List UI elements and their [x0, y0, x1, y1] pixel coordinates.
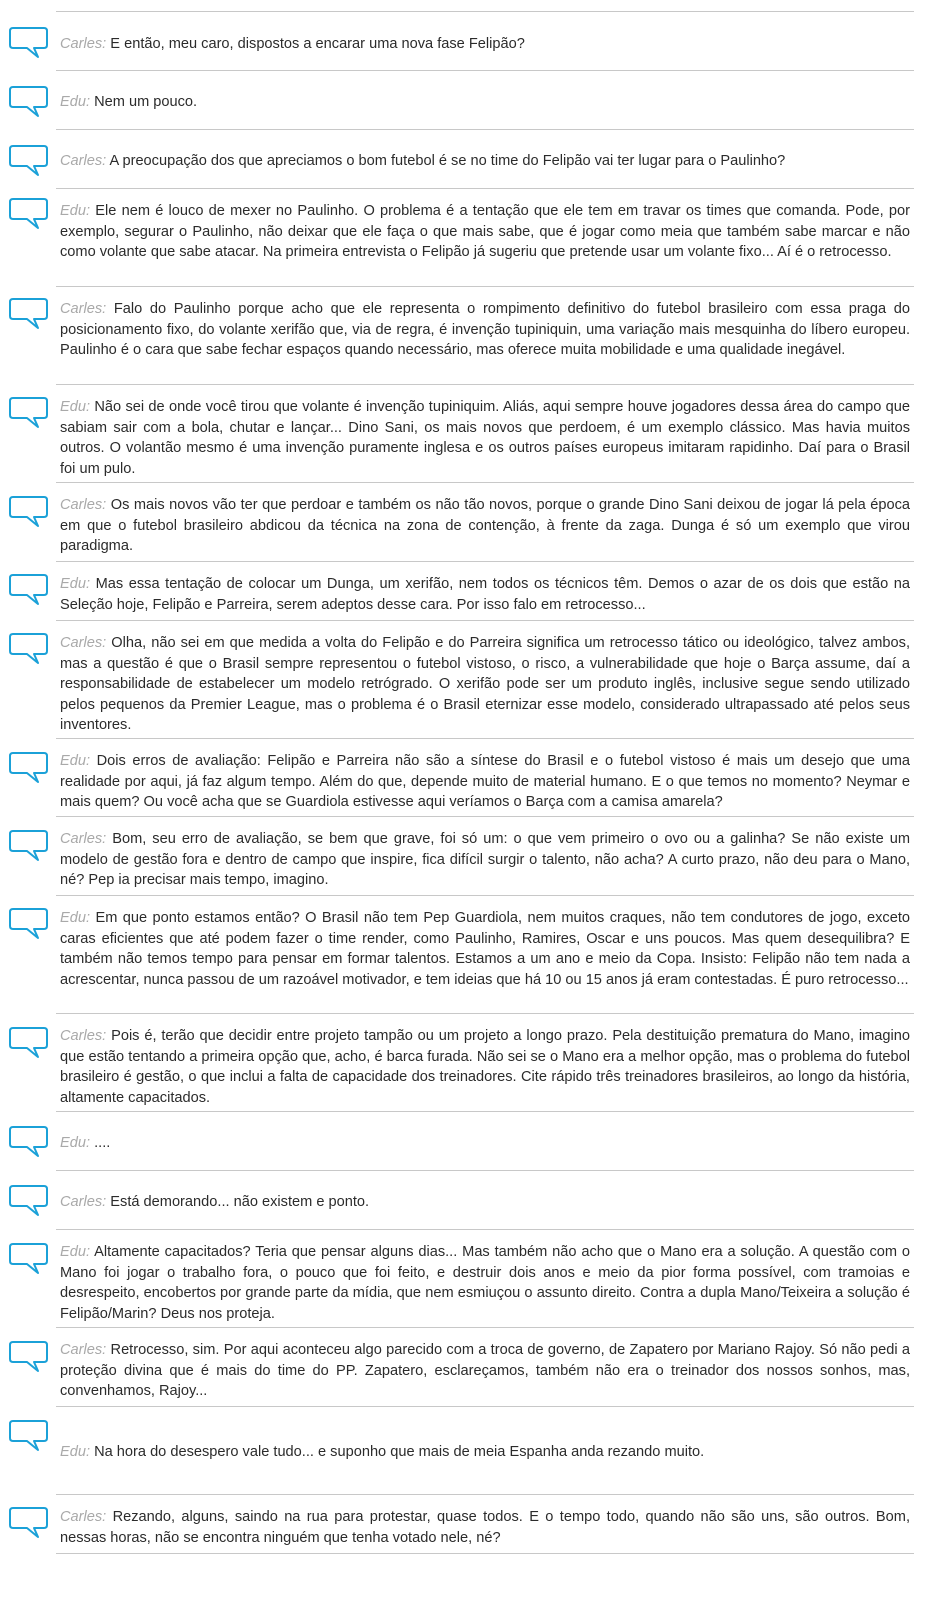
entry-text — [60, 151, 910, 172]
entry-divider — [56, 1013, 914, 1014]
entry-divider — [56, 1111, 914, 1112]
speaker-name: Carles: — [60, 497, 107, 513]
message-text: Bom, seu erro de avaliação, se bem que grave, foi só um: o que vem primeiro o ovo ou a galinha? Se não existe um modelo de gestão fora e dentro de campo que inspire, fica difícil surgir o talento, não acha? A curto prazo, não deu para o Mano, né? Pep ia precisar mais tempo, imagino. — [60, 831, 910, 888]
entry-divider — [56, 188, 914, 189]
speaker-name: Carles: — [60, 1342, 107, 1358]
entry-text — [60, 1242, 910, 1324]
message-text: Mas essa tentação de colocar um Dunga, um xerifão, nem todos os técnicos têm. Demos o azar de os dois que estão na Seleção hoje, Felipão e Parreira, serem adeptos desse cara. Por isso falo em retrocesso... — [60, 576, 910, 613]
speaker-name: Carles: — [60, 36, 107, 52]
message-text: Na hora do desespero vale tudo... e suponho que mais de meia Espanha anda rezando muito. — [94, 1444, 705, 1460]
entry-text — [60, 299, 910, 361]
speaker-name: Carles: — [60, 1194, 107, 1210]
message-text: E então, meu caro, dispostos a encarar uma nova fase Felipão? — [110, 36, 525, 52]
entry-divider — [56, 816, 914, 817]
message-text: Falo do Paulinho porque acho que ele representa o rompimento definitivo do futebol brasileiro com essa praga do posicionamento fixo, do volante xerifão que, via de regra, é invenção tupiniquin, uma variação mais mesquinha do líbero europeu. Paulinho é o cara que sabe fechar espaços quando necessário, mas oferece muita mobilidade e uma qualidade inegável. — [60, 301, 910, 358]
speech-bubble-icon — [8, 1340, 50, 1374]
message-text: Ele nem é louco de mexer no Paulinho. O problema é a tentação que ele tem em travar os times que comanda. Pode, por exemplo, segurar o Paulinho, não deixar que ele faça o que mais sabe, que é jogar como meia que também sabe marcar e não como volante que sabe atacar. Na primeira entrevista o Felipão já sugeriu que pretende usar um volante fixo... Aí é o retrocesso. — [60, 203, 910, 260]
message-text: Dois erros de avaliação: Felipão e Parreira não são a síntese do Brasil e o futebol vistoso é mais um desejo que uma realidade por aqui, já faz algum tempo. Além do que, depende muito de material humano. E o que temos no momento? Neymar e mais quem? Ou você acha que se Guardiola estivesse aqui veríamos o Barça com a camisa amarela? — [60, 753, 910, 810]
message-text: Altamente capacitados? Teria que pensar alguns dias... Mas também não acho que o Mano era a solução. A questão com o Mano foi jogar o trabalho fora, o pouco que foi feito, e destruir dois anos e meio da pior forma possível, com tramoias e desrespeito, encobertos por grande parte da mídia, que nem esmiuçou o assunto direito. Contra a dupla Mano/Teixeira a solução é Felipão/Marin? Deus nos proteja. — [60, 1244, 910, 1322]
entry-divider — [56, 561, 914, 562]
speech-bubble-icon — [8, 573, 50, 607]
speech-bubble-icon — [8, 495, 50, 529]
speaker-name: Edu: — [60, 910, 91, 926]
entry-divider — [56, 11, 914, 12]
entry-divider — [56, 895, 914, 896]
speaker-name: Carles: — [60, 1509, 107, 1525]
message-text: Pois é, terão que decidir entre projeto tampão ou um projeto a longo prazo. Pela destituição prematura do Mano, imagino que estão tentando a primeira opção que, acho, é barca furada. Não sei se o Mano era a melhor opção, mas o problema do futebol brasileiro é gestão, o que inclui a falta de capacidade dos treinadores. Cite rápido três treinadores brasileiros, ao longo da história, altamente capacitados. — [60, 1028, 910, 1106]
entry-text — [60, 908, 910, 990]
speech-bubble-icon — [8, 1419, 50, 1453]
message-text: Rezando, alguns, saindo na rua para protestar, quase todos. E o tempo todo, quando não são uns, são outros. Bom, nessas horas, não se encontra ninguém que tenha votado nele, né? — [60, 1509, 910, 1546]
entry-text — [60, 34, 910, 55]
speaker-name: Edu: — [60, 399, 91, 415]
message-text: Em que ponto estamos então? O Brasil não tem Pep Guardiola, nem muitos craques, não tem condutores de jogo, exceto caras eficientes que até podem fazer o time render, como Paulinho, Ramires, Oscar e uns poucos. Mas quem desequilibra? E também não temos tempo para pensar em formar talentos. Estamos a um ano e meio da Copa. Insisto: Felipão não tem nada a acrescentar, nunca passou de um razoável motivador, e tem ideias que há 10 ou 15 anos já eram contestadas. É puro retrocesso... — [60, 910, 911, 988]
speaker-name: Edu: — [60, 753, 91, 769]
speech-bubble-icon — [8, 829, 50, 863]
entry-divider — [56, 129, 914, 130]
entry-text — [60, 751, 910, 813]
entry-text — [60, 1442, 910, 1463]
message-text: Não sei de onde você tirou que volante é invenção tupiniquim. Aliás, aqui sempre houve jogadores dessa área do campo que sabiam sair com a bola, chutar e lançar... Dino Sani, os mais novos que perdoem, é um exemplo clássico. Mas havia muitos outros. O volantão mesmo é uma invenção puramente inglesa e os outros países europeus imitaram rapidinho. Daí para o Brasil foi um pulo. — [60, 399, 911, 477]
speech-bubble-icon — [8, 1125, 50, 1159]
speech-bubble-icon — [8, 396, 50, 430]
entry-divider — [56, 286, 914, 287]
message-text: A preocupação dos que apreciamos o bom futebol é se no time do Felipão vai ter lugar para o Paulinho? — [109, 153, 786, 169]
entry-text — [60, 1133, 910, 1154]
entry-text — [60, 1507, 910, 1548]
speaker-name: Edu: — [60, 203, 91, 219]
entry-divider — [56, 384, 914, 385]
entry-divider — [56, 1406, 914, 1407]
message-text: Retrocesso, sim. Por aqui aconteceu algo parecido com a troca de governo, de Zapatero por Mariano Rajoy. Só não pedi a proteção divina que é mais do time do PP. Zapatero, esclareçamos, também não era o treinador dos nossos sonhos, mas, convenhamos, Rajoy... — [60, 1342, 910, 1399]
speech-bubble-icon — [8, 1184, 50, 1218]
speaker-name: Edu: — [60, 1135, 91, 1151]
entry-text — [60, 574, 910, 615]
entry-divider — [56, 1553, 914, 1554]
speaker-name: Edu: — [60, 1444, 91, 1460]
entry-divider — [56, 1327, 914, 1328]
entry-text — [60, 495, 910, 557]
entry-divider — [56, 1494, 914, 1495]
speech-bubble-icon — [8, 751, 50, 785]
speaker-name: Edu: — [60, 1244, 91, 1260]
entry-text — [60, 1026, 910, 1108]
speaker-name: Carles: — [60, 153, 107, 169]
speech-bubble-icon — [8, 85, 50, 119]
entry-divider — [56, 738, 914, 739]
speech-bubble-icon — [8, 1242, 50, 1276]
entry-divider — [56, 70, 914, 71]
speech-bubble-icon — [8, 297, 50, 331]
speaker-name: Carles: — [60, 831, 107, 847]
entry-divider — [56, 1229, 914, 1230]
speech-bubble-icon — [8, 632, 50, 666]
entry-text — [60, 829, 910, 891]
entry-divider — [56, 620, 914, 621]
speaker-name: Edu: — [60, 576, 91, 592]
speech-bubble-icon — [8, 1026, 50, 1060]
entry-divider — [56, 482, 914, 483]
speech-bubble-icon — [8, 1506, 50, 1540]
entry-text — [60, 1192, 910, 1213]
message-text: Nem um pouco. — [94, 94, 198, 110]
entry-text — [60, 1340, 910, 1402]
message-text: Olha, não sei em que medida a volta do Felipão e do Parreira significa um retrocesso tático ou ideológico, talvez ambos, mas a questão é que o Brasil sempre representou o futebol vistoso, o risco, a vulnerabilidade que hoje o Barça assume, daí a responsabilidade de estabelecer um modelo retrógrado. O xerifão pode ser um produto inglês, inclusive segue sendo utilizado pelos pequenos da Premier League, mas o problema é o Brasil eternizar esse modelo, considerado ultrapassado até pelos seus inventores. — [60, 635, 910, 733]
entry-divider — [56, 1170, 914, 1171]
speaker-name: Carles: — [60, 635, 107, 651]
speech-bubble-icon — [8, 907, 50, 941]
speech-bubble-icon — [8, 26, 50, 60]
speech-bubble-icon — [8, 197, 50, 231]
entry-text — [60, 201, 910, 263]
speech-bubble-icon — [8, 144, 50, 178]
message-text: .... — [94, 1135, 111, 1151]
speaker-name: Edu: — [60, 94, 91, 110]
message-text: Os mais novos vão ter que perdoar e também os não tão novos, porque o grande Dino Sani deixou de jogar lá pela época em que o futebol brasileiro abdicou da técnica na zona de contenção, à frente da zaga. Dunga é só um exemplo que virou paradigma. — [60, 497, 911, 554]
speaker-name: Carles: — [60, 1028, 107, 1044]
entry-text — [60, 397, 910, 479]
entry-text — [60, 633, 910, 736]
message-text: Está demorando... não existem e ponto. — [110, 1194, 370, 1210]
entry-text — [60, 92, 910, 113]
speaker-name: Carles: — [60, 301, 107, 317]
